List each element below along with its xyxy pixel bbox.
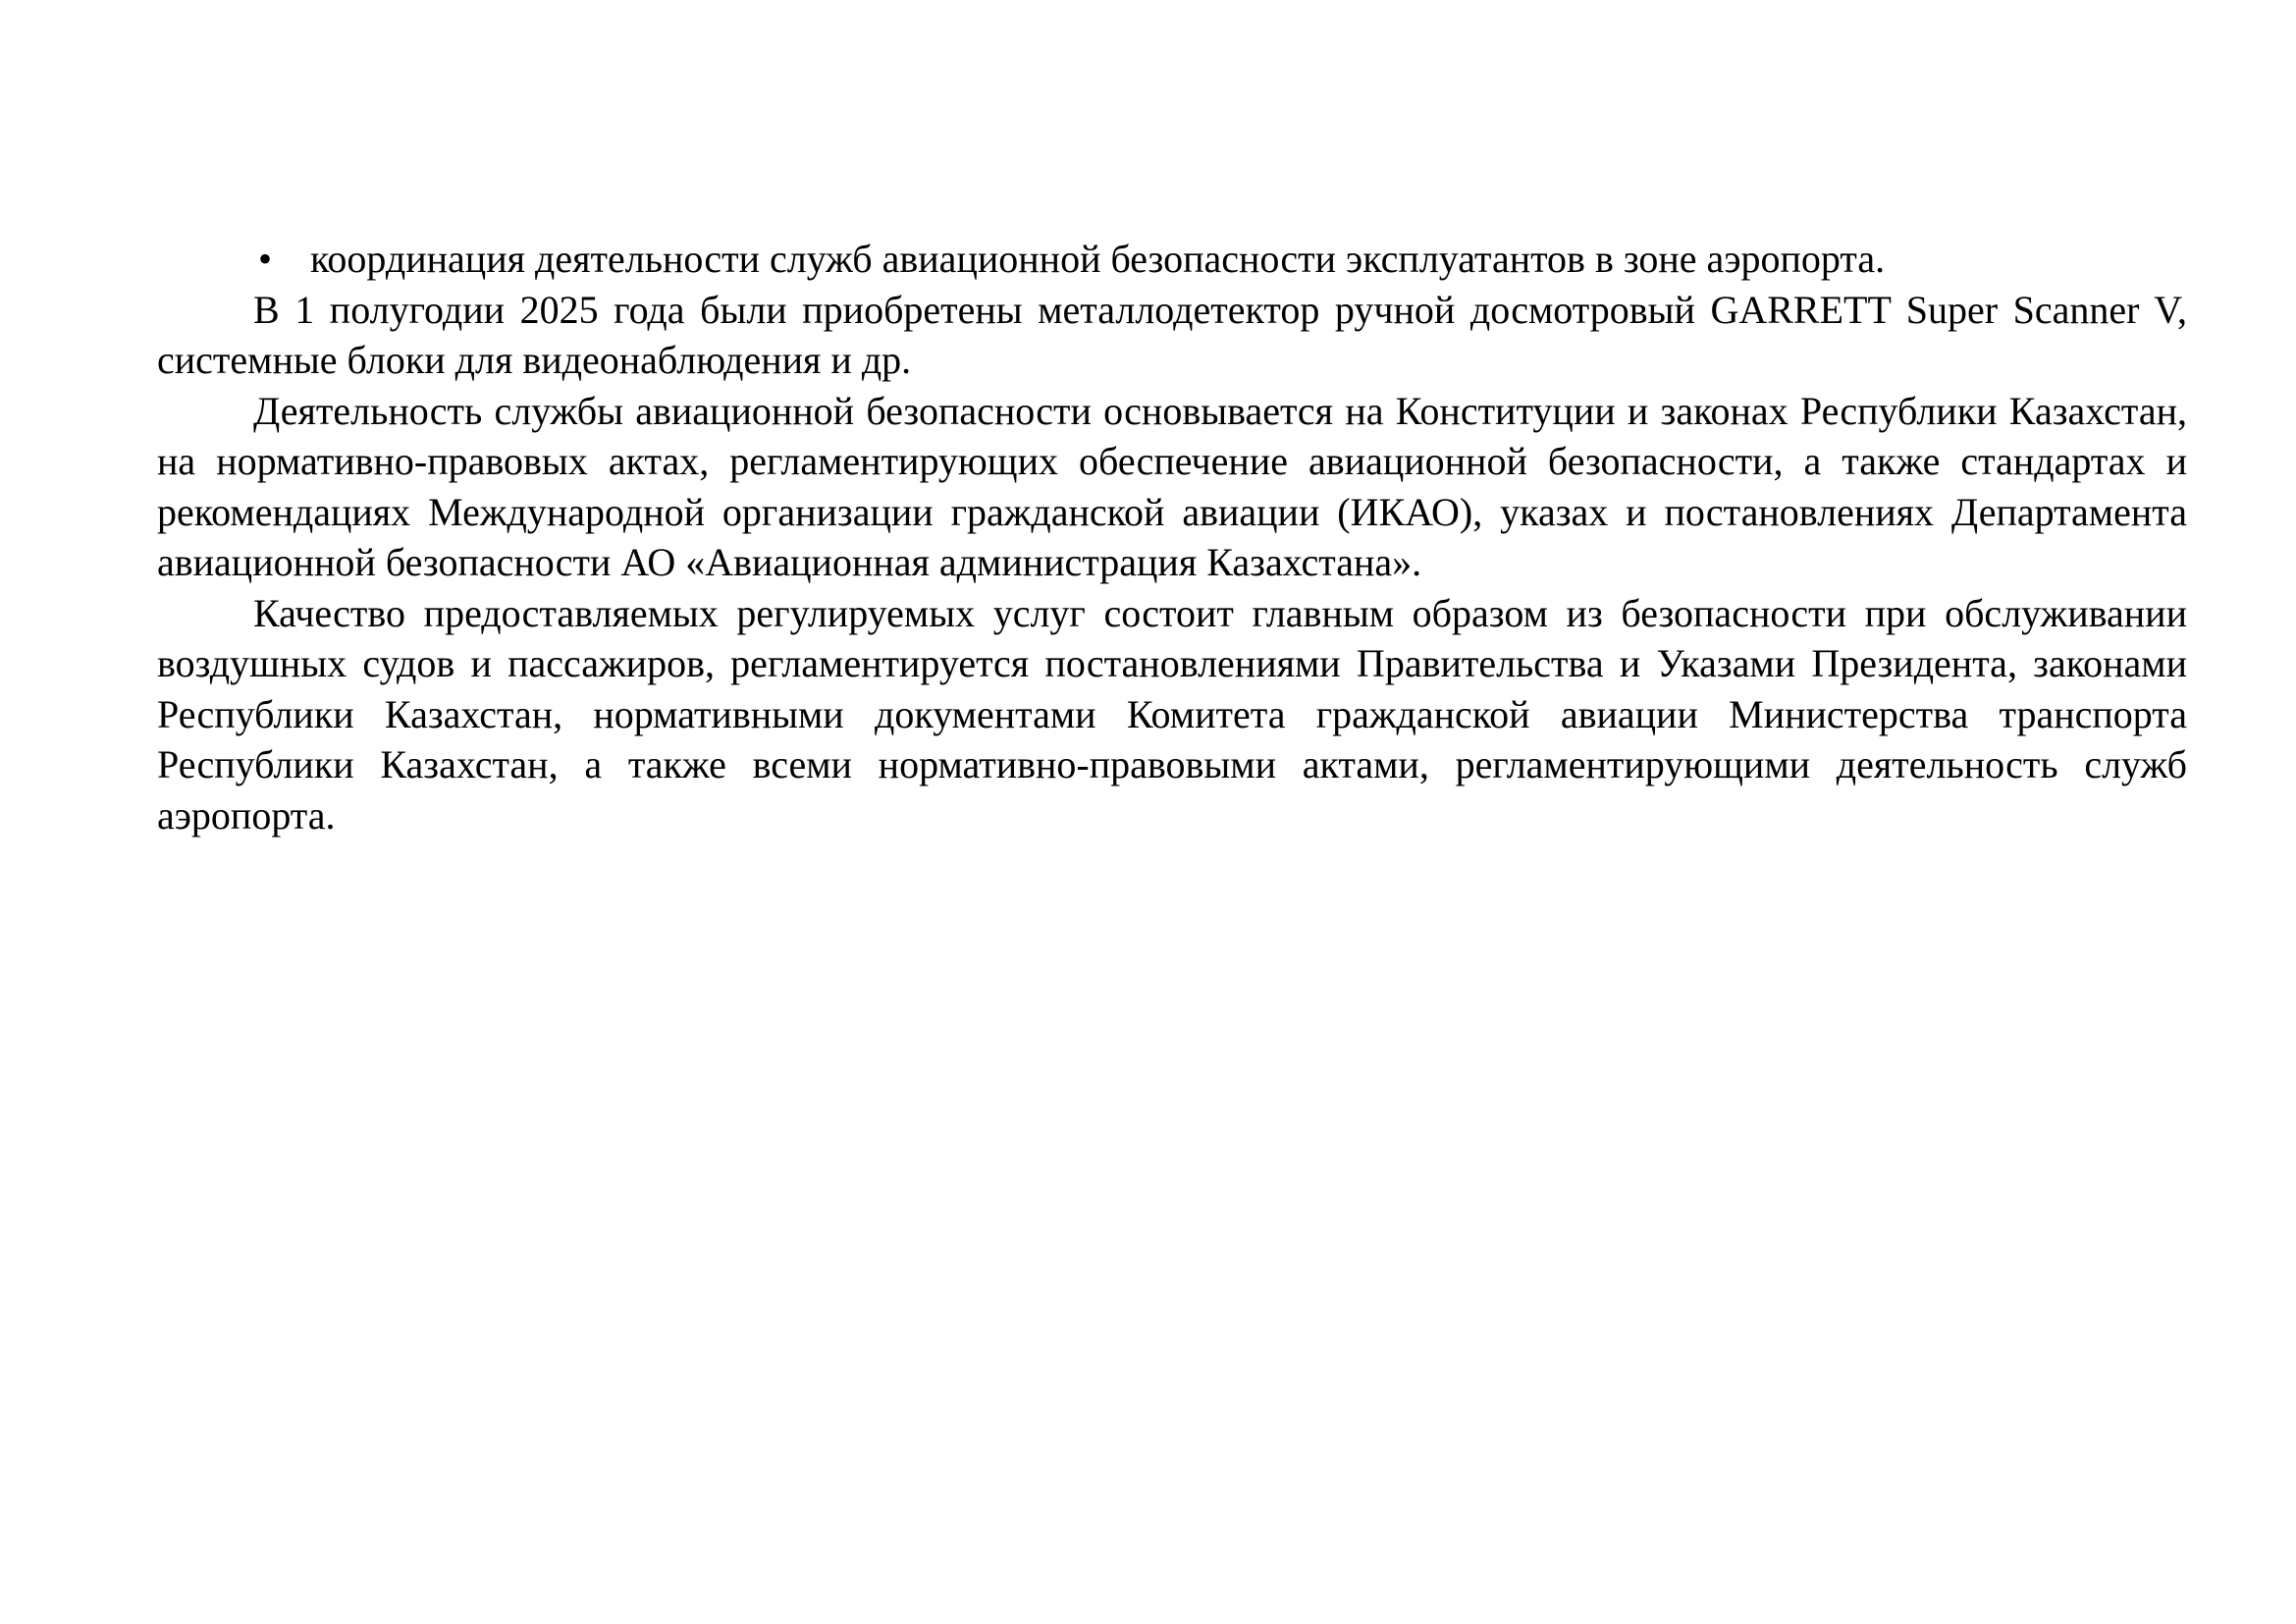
bullet-list-item	[157, 234, 2187, 285]
paragraph-service-quality: Качество предоставляемых регулируемых услуг состоит главным образом из безопасности при обслуживании воздушных судов и пассажиров, регламентируется постановлениями Правительства и Указами Президента, законами Республики Казахстан, нормативными документами Комитета гражданской авиации Министерства транспорта Республики Казахстан, а также всеми нормативно-правовыми актами, регламентирующими деятельность служб аэропорта.	[157, 590, 2187, 838]
bullet-item-text: координация деятельности служб авиационной безопасности эксплуатантов в зоне аэропорта.	[310, 237, 1886, 281]
document-body	[157, 234, 2187, 840]
bullet-icon: •	[258, 237, 273, 281]
paragraph-legal-basis: Деятельность службы авиационной безопасности основывается на Конституции и законах Республики Казахстан, на нормативно-правовых актах, регламентирующих обеспечение авиационной безопасности, а также стандартах и рекомендациях Международной организации гражданской авиации (ИКАО), указах и постановлениях Департамента авиационной безопасности АО «Авиационная администрация Казахстана».	[157, 388, 2187, 584]
paragraph-equipment: В 1 полугодии 2025 года были приобретены металлодетектор ручной досмотровый GARRETT Super Scanner V, системные блоки для видеонаблюдения и др.	[157, 287, 2187, 382]
